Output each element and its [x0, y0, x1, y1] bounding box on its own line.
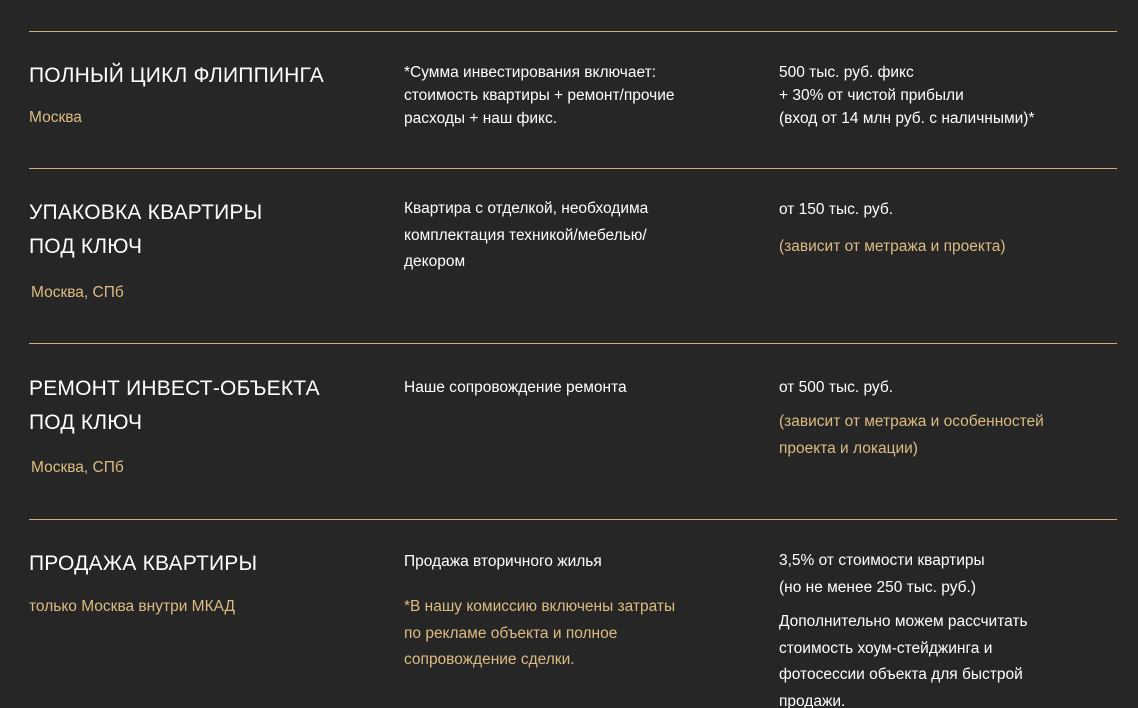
- description-note-line: по рекламе объекта и полное: [404, 624, 618, 642]
- service-location: только Москва внутри МКАД: [29, 598, 235, 615]
- service-location: Москва, СПб: [31, 284, 124, 301]
- description-line: декором: [404, 253, 466, 270]
- divider: [29, 168, 1117, 169]
- service-title: [29, 547, 257, 581]
- service-title-line: ПОД КЛЮЧ: [29, 411, 143, 434]
- price-line: + 30% от чистой прибыли: [779, 87, 964, 104]
- service-description: [404, 61, 675, 130]
- description-line: *Сумма инвестирования включает:: [404, 64, 657, 81]
- price-extra-line: Дополнительно можем рассчитать: [779, 613, 1028, 630]
- description-line: Квартира с отделкой, необходима: [404, 200, 649, 217]
- service-title-line: ПОЛНЫЙ ЦИКЛ ФЛИППИНГА: [29, 64, 324, 87]
- service-title: [29, 196, 262, 264]
- price-note-line: (зависит от метража и проекта): [779, 238, 1006, 255]
- description-line: Продажа вторичного жилья: [404, 553, 602, 570]
- description-line: стоимость квартиры + ремонт/прочие: [404, 87, 675, 104]
- description-note: [404, 594, 675, 674]
- price-line: 500 тыс. руб. фикс: [779, 64, 914, 81]
- service-title-line: РЕМОНТ ИНВЕСТ-ОБЪЕКТА: [29, 377, 320, 400]
- description-line: комплектация техникой/мебелью/: [404, 226, 647, 244]
- service-location: Москва, СПб: [31, 459, 124, 476]
- service-title-line: ПОД КЛЮЧ: [29, 235, 143, 258]
- description-line: Наше сопровождение ремонта: [404, 379, 627, 396]
- price-note: [779, 409, 1044, 462]
- service-title: [29, 59, 324, 93]
- service-title: [29, 372, 320, 440]
- service-title-line: ПРОДАЖА КВАРТИРЫ: [29, 552, 258, 575]
- price-extra: [779, 609, 1028, 708]
- price-note: [779, 234, 1006, 261]
- description-line: расходы + наш фикс.: [404, 110, 558, 127]
- description-note-line: сопровождение сделки.: [404, 651, 575, 668]
- service-description: [404, 196, 648, 276]
- price-line: от 500 тыс. руб.: [779, 379, 894, 396]
- service-price: [779, 198, 893, 221]
- service-description: [404, 550, 602, 573]
- divider: [29, 343, 1117, 344]
- price-line: (но не менее 250 тыс. руб.): [779, 578, 977, 596]
- price-line: 3,5% от стоимости квартиры: [779, 552, 985, 569]
- price-line: от 150 тыс. руб.: [779, 201, 894, 218]
- divider: [29, 31, 1117, 32]
- price-note-line: проекта и локации): [779, 439, 918, 457]
- description-note-line: *В нашу комиссию включены затраты: [404, 598, 676, 615]
- divider: [29, 519, 1117, 520]
- price-extra-line: продажи.: [779, 692, 846, 708]
- service-price: [779, 548, 985, 601]
- price-extra-line: фотосессии объекта для быстрой: [779, 666, 1023, 683]
- service-description: [404, 376, 627, 399]
- price-note-line: (зависит от метража и особенностей: [779, 413, 1044, 430]
- price-line: (вход от 14 млн руб. с наличными)*: [779, 110, 1035, 127]
- service-title-line: УПАКОВКА КВАРТИРЫ: [29, 201, 263, 224]
- service-location: Москва: [29, 109, 82, 126]
- price-extra-line: стоимость хоум-стейджинга и: [779, 639, 993, 657]
- service-price: [779, 376, 893, 399]
- service-price: [779, 61, 1035, 130]
